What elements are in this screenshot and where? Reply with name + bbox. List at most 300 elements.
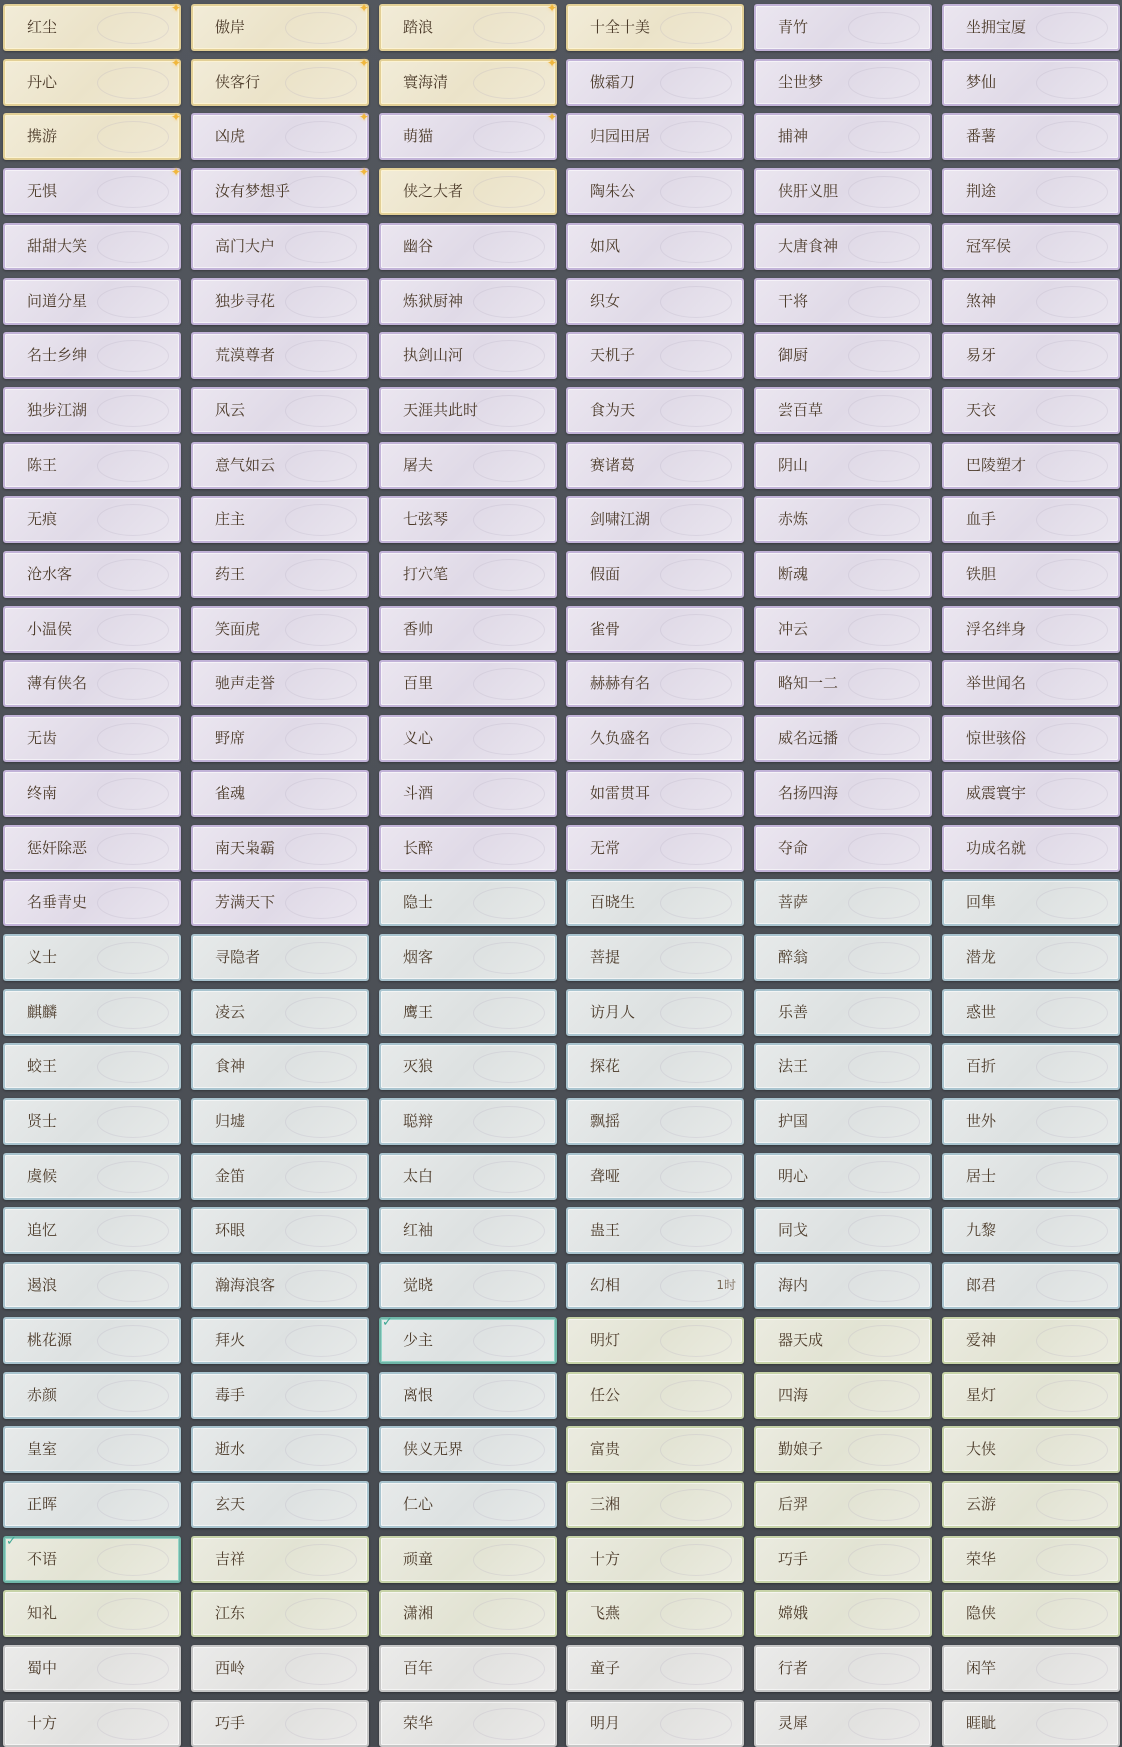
title-label: 尘世梦: [778, 73, 824, 91]
title-tile[interactable]: [942, 606, 1120, 653]
title-tile[interactable]: [566, 1700, 744, 1747]
title-tile[interactable]: [942, 1317, 1120, 1364]
title-label: 血手: [966, 510, 997, 528]
star-icon: ✦: [170, 165, 181, 179]
title-tile[interactable]: [379, 387, 557, 434]
tile-pattern: [848, 1489, 920, 1521]
tile-pattern: [660, 67, 732, 99]
title-label: 海内: [778, 1276, 809, 1294]
title-tile[interactable]: [942, 551, 1120, 598]
title-label: 雀骨: [590, 620, 621, 638]
title-label: 屠夫: [403, 456, 434, 474]
title-tile[interactable]: [379, 110, 557, 160]
title-label: 久负盛名: [590, 729, 651, 747]
tile-pattern: [473, 121, 545, 153]
title-tile[interactable]: [3, 770, 181, 817]
title-tile[interactable]: [191, 1, 369, 51]
title-tile[interactable]: [379, 168, 557, 215]
title-tile[interactable]: [566, 825, 744, 872]
time-badge: 1时: [716, 1278, 736, 1292]
title-label: 归墟: [215, 1112, 246, 1130]
title-label: 无齿: [27, 729, 58, 747]
title-tile[interactable]: [754, 59, 932, 106]
title-tile[interactable]: [379, 879, 557, 926]
title-label: 驰声走誉: [215, 674, 276, 692]
title-tile[interactable]: [942, 168, 1120, 215]
tile-pattern: [848, 1434, 920, 1466]
tile-pattern: [97, 887, 169, 919]
title-tile[interactable]: [379, 1153, 557, 1200]
title-tile[interactable]: [379, 606, 557, 653]
title-tile[interactable]: [191, 606, 369, 653]
tile-pattern: [97, 1380, 169, 1412]
title-tile[interactable]: [942, 1207, 1120, 1254]
title-label: 环眼: [215, 1221, 246, 1239]
title-tile[interactable]: [942, 278, 1120, 325]
title-label: 断魂: [778, 565, 809, 583]
title-label: 功成名就: [966, 839, 1027, 857]
title-tile[interactable]: [379, 223, 557, 270]
title-tile[interactable]: [754, 1207, 932, 1254]
title-tile[interactable]: [191, 1153, 369, 1200]
title-tile[interactable]: [566, 715, 744, 762]
tile-pattern: [97, 942, 169, 974]
title-label: 百晓生: [590, 893, 636, 911]
title-tile[interactable]: [3, 496, 181, 543]
title-label: 长醉: [403, 839, 434, 857]
title-tile[interactable]: [3, 1645, 181, 1692]
title-tile[interactable]: [3, 1700, 181, 1747]
tile-pattern: [285, 668, 357, 700]
title-label: 铁胆: [966, 565, 997, 583]
title-tile[interactable]: [191, 1262, 369, 1309]
title-label: 干将: [778, 292, 809, 310]
title-label: 终南: [27, 784, 58, 802]
title-tile[interactable]: [379, 660, 557, 707]
title-tile[interactable]: [379, 442, 557, 489]
title-tile[interactable]: [942, 1262, 1120, 1309]
title-label: 百年: [403, 1659, 434, 1677]
title-tile[interactable]: [3, 1, 181, 51]
tile-pattern: [285, 723, 357, 755]
title-label: 略知一二: [778, 674, 839, 692]
title-tile[interactable]: [3, 934, 181, 981]
tile-pattern: [473, 450, 545, 482]
title-tile[interactable]: [3, 442, 181, 489]
title-tile[interactable]: [191, 660, 369, 707]
tile-pattern: [660, 997, 732, 1029]
title-tile[interactable]: [191, 1372, 369, 1419]
title-tile[interactable]: [566, 442, 744, 489]
title-label: 坐拥宝厦: [966, 18, 1027, 36]
title-tile[interactable]: [3, 1262, 181, 1309]
title-tile[interactable]: [754, 1536, 932, 1583]
title-tile[interactable]: [3, 825, 181, 872]
title-tile[interactable]: [191, 825, 369, 872]
title-tile[interactable]: [3, 551, 181, 598]
title-tile[interactable]: [191, 110, 369, 160]
title-label: 剑啸江湖: [590, 510, 651, 528]
title-tile[interactable]: [754, 1426, 932, 1473]
title-label: 江东: [215, 1604, 246, 1622]
title-tile[interactable]: [379, 1590, 557, 1637]
title-label: 名士乡绅: [27, 346, 88, 364]
title-tile[interactable]: [191, 934, 369, 981]
title-tile[interactable]: [379, 1262, 557, 1309]
title-label: 冠军侯: [966, 237, 1012, 255]
title-tile[interactable]: [566, 1317, 744, 1364]
title-tile[interactable]: [566, 1043, 744, 1090]
title-tile[interactable]: [379, 1700, 557, 1747]
tile-pattern: [285, 67, 357, 99]
title-tile[interactable]: [942, 1153, 1120, 1200]
title-tile[interactable]: [754, 387, 932, 434]
title-tile[interactable]: [754, 278, 932, 325]
title-tile[interactable]: [379, 934, 557, 981]
title-tile[interactable]: [754, 113, 932, 160]
title-label: 童子: [590, 1659, 621, 1677]
title-label: 天机子: [590, 346, 636, 364]
tile-pattern: [660, 1544, 732, 1576]
tile-pattern: [848, 1380, 920, 1412]
title-tile[interactable]: [191, 1590, 369, 1637]
title-tile[interactable]: [942, 715, 1120, 762]
title-tile[interactable]: [191, 1317, 369, 1364]
title-label: 任公: [590, 1386, 621, 1404]
title-tile[interactable]: [379, 551, 557, 598]
title-tile[interactable]: [566, 4, 744, 51]
tile-pattern: [97, 67, 169, 99]
title-label: 傲岸: [215, 18, 246, 36]
tile-pattern: [473, 67, 545, 99]
title-tile[interactable]: [754, 715, 932, 762]
tile-pattern: [848, 450, 920, 482]
title-tile[interactable]: [942, 1098, 1120, 1145]
title-tile[interactable]: [3, 879, 181, 926]
title-tile[interactable]: [379, 825, 557, 872]
title-label: 大侠: [966, 1440, 997, 1458]
title-tile[interactable]: [191, 278, 369, 325]
title-tile[interactable]: [3, 1207, 181, 1254]
title-tile[interactable]: [566, 989, 744, 1036]
title-tile[interactable]: [942, 387, 1120, 434]
title-tile[interactable]: [3, 1043, 181, 1090]
title-label: 遏浪: [27, 1276, 58, 1294]
title-tile[interactable]: [191, 879, 369, 926]
title-label: 十全十美: [590, 18, 651, 36]
title-tile[interactable]: [3, 989, 181, 1036]
title-label: 访月人: [590, 1003, 636, 1021]
title-label: 不语: [27, 1550, 58, 1568]
title-tile[interactable]: [3, 110, 181, 160]
title-tile[interactable]: [379, 332, 557, 379]
title-label: 仁心: [403, 1495, 434, 1513]
title-tile[interactable]: [379, 989, 557, 1036]
title-tile[interactable]: [566, 1590, 744, 1637]
title-tile[interactable]: [3, 223, 181, 270]
title-tile[interactable]: [379, 1481, 557, 1528]
title-tile[interactable]: [754, 934, 932, 981]
title-tile[interactable]: [191, 442, 369, 489]
title-tile[interactable]: [566, 1645, 744, 1692]
title-tile[interactable]: [191, 1645, 369, 1692]
title-label: 蛟王: [27, 1057, 58, 1075]
title-tile[interactable]: [3, 387, 181, 434]
title-label: 器天成: [778, 1331, 824, 1349]
title-tile[interactable]: [3, 715, 181, 762]
title-tile[interactable]: [379, 1207, 557, 1254]
title-label: 赫赫有名: [590, 674, 651, 692]
title-tile[interactable]: [191, 1481, 369, 1528]
title-label: 易牙: [966, 346, 997, 364]
title-label: 炼狱厨神: [403, 292, 464, 310]
title-tile[interactable]: [566, 496, 744, 543]
title-tile[interactable]: [3, 1590, 181, 1637]
title-tile[interactable]: [754, 551, 932, 598]
title-tile[interactable]: [754, 1262, 932, 1309]
title-tile[interactable]: [566, 606, 744, 653]
tile-pattern: [660, 833, 732, 865]
title-tile[interactable]: [379, 1372, 557, 1419]
title-label: 红袖: [403, 1221, 434, 1239]
tile-pattern: [473, 1325, 545, 1357]
title-label: 夺命: [778, 839, 809, 857]
title-tile[interactable]: [754, 1098, 932, 1145]
title-tile[interactable]: [566, 113, 744, 160]
title-tile[interactable]: [3, 165, 181, 215]
title-tile[interactable]: [191, 496, 369, 543]
title-label: 归园田居: [590, 127, 651, 145]
tile-pattern: [1036, 1106, 1108, 1138]
tile-pattern: [285, 176, 357, 208]
title-tile[interactable]: [566, 387, 744, 434]
title-tile[interactable]: [191, 551, 369, 598]
title-tile[interactable]: [754, 1043, 932, 1090]
title-tile[interactable]: [566, 1481, 744, 1528]
title-tile[interactable]: [566, 1207, 744, 1254]
title-label: 芳满天下: [215, 893, 276, 911]
title-label: 九黎: [966, 1221, 997, 1239]
title-tile[interactable]: [566, 332, 744, 379]
title-tile[interactable]: [191, 715, 369, 762]
title-label: 郎君: [966, 1276, 997, 1294]
title-tile[interactable]: [942, 1700, 1120, 1747]
title-tile[interactable]: [942, 4, 1120, 51]
title-tile[interactable]: [191, 332, 369, 379]
title-label: 香帅: [403, 620, 434, 638]
tile-pattern: [660, 1051, 732, 1083]
title-tile[interactable]: [566, 1372, 744, 1419]
title-tile[interactable]: [942, 825, 1120, 872]
title-tile[interactable]: [566, 1262, 744, 1309]
tile-pattern: [848, 1653, 920, 1685]
star-icon: ✦: [546, 110, 557, 124]
title-tile[interactable]: [754, 442, 932, 489]
title-tile[interactable]: [942, 1372, 1120, 1419]
title-tile[interactable]: [3, 606, 181, 653]
title-tile[interactable]: [566, 879, 744, 926]
title-tile[interactable]: [754, 660, 932, 707]
title-tile[interactable]: [3, 56, 181, 106]
title-tile[interactable]: [942, 442, 1120, 489]
title-tile[interactable]: [379, 1317, 557, 1364]
title-tile[interactable]: [942, 879, 1120, 926]
title-tile[interactable]: [566, 278, 744, 325]
title-tile[interactable]: [566, 934, 744, 981]
title-tile[interactable]: [754, 1153, 932, 1200]
tile-pattern: [285, 12, 357, 44]
title-tile[interactable]: [942, 113, 1120, 160]
tile-pattern: [97, 1161, 169, 1193]
title-tile[interactable]: [754, 1590, 932, 1637]
title-tile[interactable]: [942, 332, 1120, 379]
title-label: 红尘: [27, 18, 58, 36]
title-tile[interactable]: [754, 989, 932, 1036]
tile-pattern: [848, 887, 920, 919]
title-tile[interactable]: [754, 1645, 932, 1692]
title-tile[interactable]: [3, 1317, 181, 1364]
title-label: 萌猫: [403, 127, 434, 145]
title-tile[interactable]: [754, 825, 932, 872]
title-tile[interactable]: [566, 660, 744, 707]
title-tile[interactable]: [942, 1481, 1120, 1528]
title-tile[interactable]: [191, 770, 369, 817]
title-tile[interactable]: [3, 1098, 181, 1145]
title-tile[interactable]: [566, 551, 744, 598]
title-tile[interactable]: [191, 1043, 369, 1090]
title-tile[interactable]: [191, 223, 369, 270]
title-label: 麒麟: [27, 1003, 58, 1021]
title-tile[interactable]: [191, 56, 369, 106]
title-label: 荒漠尊者: [215, 346, 276, 364]
title-tile[interactable]: [942, 1043, 1120, 1090]
title-tile[interactable]: [566, 1153, 744, 1200]
title-tile[interactable]: [379, 1645, 557, 1692]
title-tile[interactable]: [191, 387, 369, 434]
title-label: 知礼: [27, 1604, 58, 1622]
title-tile[interactable]: [3, 660, 181, 707]
title-tile[interactable]: [754, 879, 932, 926]
tile-pattern: [285, 1708, 357, 1740]
title-tile[interactable]: [942, 1590, 1120, 1637]
title-tile[interactable]: [191, 1426, 369, 1473]
title-tile[interactable]: [942, 989, 1120, 1036]
tile-pattern: [1036, 1380, 1108, 1412]
title-tile[interactable]: [942, 1426, 1120, 1473]
title-tile[interactable]: [379, 1043, 557, 1090]
tile-pattern: [660, 12, 732, 44]
title-label: 荆途: [966, 182, 997, 200]
tile-pattern: [1036, 942, 1108, 974]
title-tile[interactable]: [566, 59, 744, 106]
title-tile[interactable]: [379, 770, 557, 817]
title-tile[interactable]: [191, 165, 369, 215]
tile-pattern: [660, 1708, 732, 1740]
title-tile[interactable]: [379, 496, 557, 543]
tile-pattern: [1036, 12, 1108, 44]
title-tile[interactable]: [754, 1372, 932, 1419]
title-label: 药王: [215, 565, 246, 583]
title-label: 睚眦: [966, 1714, 997, 1732]
title-tile[interactable]: [754, 496, 932, 543]
title-tile[interactable]: [3, 1372, 181, 1419]
title-tile[interactable]: [191, 989, 369, 1036]
title-label: 隐侠: [966, 1604, 997, 1622]
title-tile[interactable]: [379, 1, 557, 51]
title-tile[interactable]: [191, 1207, 369, 1254]
title-tile[interactable]: [566, 1426, 744, 1473]
title-tile[interactable]: [3, 1153, 181, 1200]
title-tile[interactable]: [754, 4, 932, 51]
title-label: 惑世: [966, 1003, 997, 1021]
title-tile[interactable]: [379, 1536, 557, 1583]
title-label: 虞候: [27, 1167, 58, 1185]
title-tile[interactable]: [566, 168, 744, 215]
title-tile[interactable]: [3, 1536, 181, 1583]
title-label: 傲霜刀: [590, 73, 636, 91]
title-label: 食神: [215, 1057, 246, 1075]
title-tile[interactable]: [191, 1098, 369, 1145]
title-tile[interactable]: [754, 770, 932, 817]
title-tile[interactable]: [942, 660, 1120, 707]
title-tile[interactable]: [379, 56, 557, 106]
title-tile[interactable]: [754, 1317, 932, 1364]
title-tile[interactable]: [379, 278, 557, 325]
title-tile[interactable]: [566, 1536, 744, 1583]
title-tile[interactable]: [754, 1481, 932, 1528]
title-tile[interactable]: [3, 278, 181, 325]
title-label: 名垂青史: [27, 893, 88, 911]
title-tile[interactable]: [942, 934, 1120, 981]
title-tile[interactable]: [566, 1098, 744, 1145]
title-tile[interactable]: [191, 1700, 369, 1747]
title-label: 假面: [590, 565, 621, 583]
title-tile[interactable]: [942, 496, 1120, 543]
tile-pattern: [1036, 395, 1108, 427]
tile-pattern: [1036, 176, 1108, 208]
tile-pattern: [285, 1270, 357, 1302]
title-label: 爱神: [966, 1331, 997, 1349]
tile-pattern: [473, 1161, 545, 1193]
tile-pattern: [473, 887, 545, 919]
title-tile[interactable]: [942, 770, 1120, 817]
title-tile[interactable]: [754, 1700, 932, 1747]
title-tile[interactable]: [942, 59, 1120, 106]
title-tile[interactable]: [754, 223, 932, 270]
title-tile[interactable]: [942, 223, 1120, 270]
title-tile[interactable]: [754, 332, 932, 379]
title-tile[interactable]: [379, 1098, 557, 1145]
tile-pattern: [848, 942, 920, 974]
title-tile[interactable]: [566, 223, 744, 270]
title-label: 鹰王: [403, 1003, 434, 1021]
title-tile[interactable]: [3, 1481, 181, 1528]
title-tile[interactable]: [191, 1536, 369, 1583]
tile-pattern: [1036, 1051, 1108, 1083]
title-tile[interactable]: [3, 1426, 181, 1473]
title-tile[interactable]: [754, 168, 932, 215]
title-tile[interactable]: [379, 715, 557, 762]
tile-pattern: [97, 1598, 169, 1630]
title-tile[interactable]: [942, 1645, 1120, 1692]
title-tile[interactable]: [566, 770, 744, 817]
tile-pattern: [285, 887, 357, 919]
title-tile[interactable]: [754, 606, 932, 653]
title-tile[interactable]: [942, 1536, 1120, 1583]
title-label: 阴山: [778, 456, 809, 474]
title-tile[interactable]: [3, 332, 181, 379]
title-tile[interactable]: [379, 1426, 557, 1473]
